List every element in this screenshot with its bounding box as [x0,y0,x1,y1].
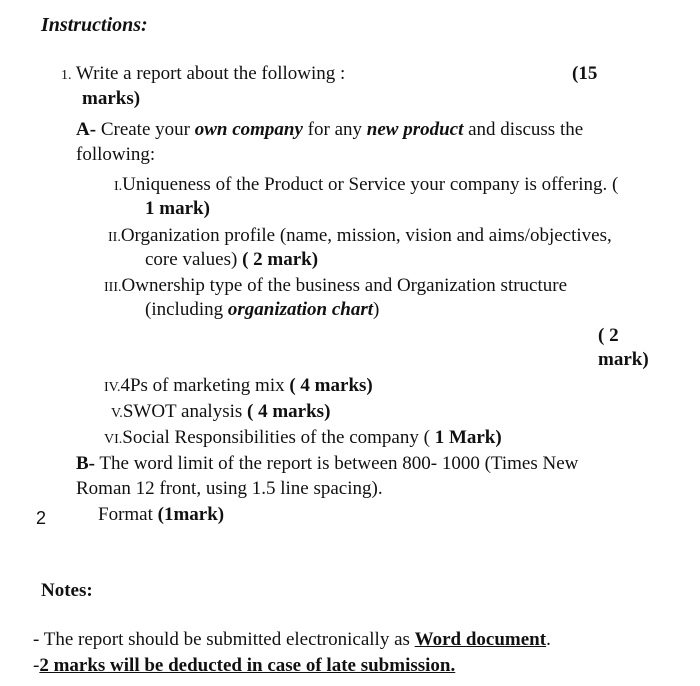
part-b-line-2: Roman 12 front, using 1.5 line spacing). [76,478,383,499]
subitem-iii-org-chart: organization chart [227,299,374,320]
note-2-dash: - [33,655,40,676]
subitem-iii-cont [145,298,379,321]
note-1 [33,628,551,651]
item-1-marks-close: marks) [82,88,141,109]
item-1-number: 1. [61,68,72,83]
subitem-iv-mark: ( 4 marks) [289,375,373,396]
subitem-vi-number: VI. [104,432,123,447]
part-b-text: The word limit of the report is between 800- 1000 (Times New [95,453,579,474]
part-a-line-2: following: [76,144,156,165]
subitem-iv [104,374,373,399]
instructions-heading: Instructions: [41,14,148,36]
subitem-iii-mark-open: ( 2 [598,325,619,346]
part-a-text-3: and discuss the [463,119,584,140]
subitem-vi-text: Social Responsibilities of the company ( [122,427,435,448]
subitem-iii-mark-close: mark) [598,349,649,370]
part-a-line-1 [76,118,583,141]
subitem-iii-number: III. [104,280,122,295]
subitem-v [111,400,330,425]
item-2 [98,503,224,526]
note-1-dash: - [33,629,40,650]
note-2 [33,654,455,677]
subitem-iv-text: 4Ps of marketing mix [120,375,290,396]
part-a-text-2: for any [302,119,367,140]
item-2-number: 2 [36,508,47,528]
subitem-iii-cont-text: (including [145,299,228,320]
subitem-ii-mark: ( 2 mark) [242,249,319,270]
part-a-label: A- [76,119,97,140]
subitem-i-text: Uniqueness of the Product or Service your company is offering. ( [122,174,619,195]
subitem-ii-cont-text: core values) [145,249,243,270]
part-a-text: Create your [96,119,195,140]
item-2-text: Format [98,504,158,525]
note-1-text: The report should be submitted electronically as [39,629,415,650]
subitem-iii-text: Ownership type of the business and Organization structure [121,275,568,296]
item-1-marks-open: (15 [572,63,598,84]
subitem-ii [108,224,612,249]
part-b-line-1 [76,452,578,475]
part-b-label: B- [76,453,95,474]
subitem-vi [104,426,502,451]
subitem-i [114,173,618,198]
item-1 [61,62,345,87]
subitem-iv-number: IV. [104,380,121,395]
note-1-period: . [546,629,551,650]
subitem-ii-number: II. [108,230,121,245]
subitem-v-mark: ( 4 marks) [247,401,331,422]
subitem-vi-mark: 1 Mark) [434,427,502,448]
part-a-own-company: own company [194,119,303,140]
subitem-iii-cont-end: ) [373,299,380,320]
subitem-ii-cont [145,248,318,271]
note-2-text: 2 marks will be deducted in case of late submission. [39,655,456,676]
subitem-i-mark: 1 mark) [145,198,210,219]
subitem-i-number: I. [114,179,123,194]
subitem-v-text: SWOT analysis [122,401,248,422]
subitem-ii-text: Organization profile (name, mission, vision and aims/objectives, [120,225,612,246]
part-a-new-product: new product [366,119,464,140]
subitem-v-number: V. [111,406,123,421]
item-1-text: Write a report about the following : [75,63,346,84]
notes-heading: Notes: [41,580,93,601]
subitem-iii [104,274,567,299]
item-2-mark: (1mark) [157,504,225,525]
note-1-word-document: Word document [414,629,547,650]
